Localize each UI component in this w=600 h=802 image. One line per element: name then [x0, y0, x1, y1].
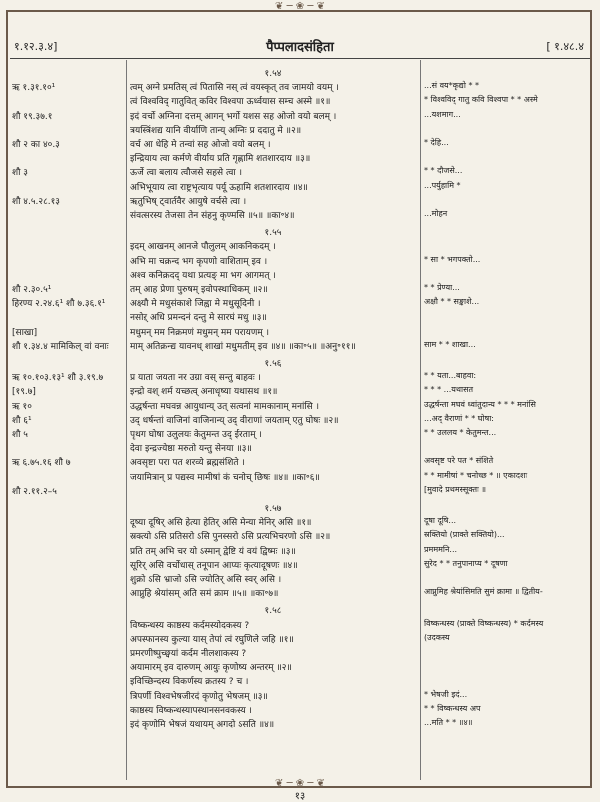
verse-line: इदम् आखनम् आनजे पौलुलम् आकनिकदम् ।	[130, 242, 276, 253]
cross-reference: शौ २.११.२–५	[12, 486, 57, 497]
cross-reference: शौ २ का ४०.३	[12, 140, 60, 150]
cross-reference: शौ ५	[12, 430, 28, 440]
verse-line: अवसृष्टा परा पत शरव्ये ब्रह्मसंशिते ।	[130, 458, 245, 469]
variant-note: प्रमममनि...	[424, 544, 458, 554]
variant-note: * भेषजी इदं...	[424, 689, 468, 699]
verse-line: नसोऱ् अधि प्रमन्दनं दन्तु मे सारघं मधु ॥३॥	[130, 313, 267, 324]
cross-reference: [१९.७]	[12, 387, 36, 398]
variant-note: ...मति * * ॥४॥	[424, 718, 473, 727]
verse-line: देवा इन्द्रज्येष्ठा मरुतो यन्तु सेनया ॥३॥	[130, 444, 252, 455]
variant-note: * * उललय * केतुमन्त...	[424, 428, 497, 437]
verse-line: इविच्छिन्दस्य विकर्णस्य क्रतस्य ? च ।	[130, 677, 249, 688]
verse-line: मधुमन् मम निक्रमणं मधुमन् मम परायणम् ।	[130, 327, 270, 338]
verse-line: त्वम् अग्ने प्रमतिस् त्वं पितासि नस् त्वं वयस्कृत् तव जामयो वयम् ।	[130, 83, 339, 94]
variant-note: दूषा दूषि...	[424, 516, 457, 526]
section-number: १.५४	[264, 69, 282, 79]
variant-note: अक्षौ * * सङ्काशे...	[424, 297, 480, 307]
variant-note: ...पर्युहामि *	[424, 180, 461, 190]
header-right-ref: [ १.४८.४	[546, 40, 584, 53]
verse-line: अभिभूयाय त्वा राष्ट्रभृत्याय पर्यू ऊहामि शतशारदाय ॥४॥	[130, 182, 308, 193]
verse-line: उद् धर्षन्तां वाजिनां वाजिनान्य् उद् वीराणां जयताम् एतु घोषः ॥२॥	[130, 415, 339, 426]
verse-line: इन्द्रियाय त्वा कर्मणे वीर्याय प्रति गृह्णामि शतशारदाय ॥३॥	[130, 154, 311, 165]
left-column-divider	[126, 60, 127, 780]
top-ornament: ❦ ─ ❀ ─ ❦	[275, 1, 325, 12]
variant-note: अवसृष्ट परे पत * संशिते	[424, 456, 494, 466]
variant-note: * * प्रेण्या...	[424, 283, 460, 292]
variant-note: * * दौजसे...	[424, 166, 463, 176]
verse-line: काष्ठस्य विष्कन्धस्यापस्थानसनवकस्य ।	[130, 705, 252, 716]
section-number: १.५६	[264, 359, 282, 369]
verse-line: आप्नुहि श्रेयांसम् अति समं क्राम ॥५॥ ॥का॰७॥	[130, 589, 279, 600]
verse-line: पृथग घोषा उलुलयः केतुमन्त उद् ईरताम् ।	[130, 430, 262, 440]
variant-note: * देहि...	[424, 138, 449, 147]
cross-reference: [साखा]	[12, 327, 38, 338]
variant-note: ...मोहन	[424, 209, 448, 218]
variant-note: [मुवादे प्रथमस्सूक्तः ॥	[424, 484, 487, 494]
verse-line: अक्ष्यौ मे मधुसंकाशे जिह्वा मे मधुसूदिनी ।	[130, 299, 261, 310]
verse-line: अपस्फानस्य कुल्या यास् तेपां त्वं रघुणिले जहि ॥१॥	[130, 634, 294, 645]
verse-line: स्रक्त्यो ऽसि प्रतिसरो ऽसि पुनस्सरो ऽसि प्रत्यभिचरणो ऽसि ॥२॥	[130, 532, 331, 543]
verse-line: इदं वर्चो अग्निना दत्तम् आगन् भर्गो यशस सह ओजो वयो बलम् ।	[130, 111, 337, 122]
section-number: १.५७	[264, 504, 282, 514]
verse-line: अभि मा चक्रन्द भग कृपणो वाशिताम् इव ।	[130, 256, 268, 267]
page-title: पैप्पलादसंहिता	[266, 40, 334, 55]
verse-line: इदं कृणोमि भेषजं यथायम् अगदो ऽसति ॥४॥	[130, 720, 275, 730]
cross-reference: ऋ ६.७५.१६ शौ ७	[12, 458, 71, 469]
variant-note: आप्नुमिह श्रेयांसिमति सुमं क्रामा ॥ द्वितीय-	[424, 587, 543, 597]
verse-line: ऊर्जे त्वा बलाय त्वौजसे सहसे त्वा ।	[130, 168, 242, 179]
verse-line: वर्च आ धेहि मे तन्वां सह ओजो वयो बलम् ।	[130, 140, 271, 150]
verse-line: अश्व कनिक्रदद् यथा प्रत्यङ् मा भग आगमत् ।	[130, 270, 276, 281]
verse-line: तम् आह प्रेणा पुरुषम् इवोपस्थाधिकम् ॥२॥	[130, 285, 268, 295]
section-number: १.५८	[264, 606, 282, 617]
verse-line: प्रति तम् अभि चर यो ऽस्मान् द्वेष्टि यं वयं द्विष्मः ॥३॥	[130, 546, 296, 557]
cross-reference: ऋ १०	[12, 401, 32, 412]
cross-reference: शौ ६¹	[12, 415, 32, 426]
cross-reference: शौ ४.५.२८.१३	[12, 196, 60, 207]
verse-line: त्वं विश्वविद् गातुवित् कविर विश्वपा ऊर्ध्वयास सम्च अस्मे ॥१॥	[130, 97, 331, 108]
header-rule	[10, 58, 590, 59]
variant-note: * * मामीषां * चनोच्छ * ॥ एकादशः	[424, 470, 528, 480]
cross-reference: शौ २.३०.५¹	[12, 285, 52, 295]
variant-note: साम * * शाखा...	[424, 339, 476, 349]
verse-line: माम् अतिक्रन्द्य यावनध् शाखां मधुमतीम् इव ॥४॥ ॥का॰५॥ ॥अनु॰११॥	[130, 341, 356, 352]
page-header	[10, 35, 590, 55]
variant-note: * विश्वविद् गातु कवि विश्वपा * * अस्मे	[424, 95, 538, 105]
variant-note: * सा * भगपक्तो...	[424, 254, 481, 264]
variant-note: ...यशमाग...	[424, 109, 461, 119]
verse-line: दूष्या दूषिर् असि हेत्या हेतिर् असि मेन्या मेनिर् असि ॥१॥	[130, 518, 312, 529]
page-number: १३	[294, 791, 306, 802]
variant-note: * * विष्कन्धस्य अप	[424, 703, 481, 713]
verse-line: त्रिपर्णी विश्वभेषजीरदं कृणोतु भेषजम् ॥३॥	[130, 691, 268, 702]
variant-note: सुरेद * * तनुपानाप्य * दूषणा	[424, 558, 508, 568]
variant-note: ...सं वय*कृद्यो * *	[424, 81, 480, 91]
section-number: १.५५	[264, 228, 282, 239]
verse-line: त्रयस्त्रिंशद्य यानि वीर्याणि तान्य् अग्निः प्र ददातु मे ॥२॥	[130, 125, 302, 136]
bottom-ornament: ❦ ─ ❀ ─ ❦	[275, 778, 325, 789]
variant-note: (उदकस्य	[424, 632, 450, 642]
verse-line: सूरिर् असि वर्चोधास् तनूपान आप्यः कृत्यादूषणः ॥४॥	[130, 560, 298, 571]
verse-line: प्रमरणीष्पुच्छ्वयां कर्दम नीलशाकस्य ?	[130, 649, 247, 659]
verse-line: जयामित्रान् प्र पद्यस्व मामीषां कं चनोच् छिषः ॥४॥ ॥का॰६॥	[130, 472, 320, 483]
cross-reference: ऋ १०.१०३.१३¹ शौ ३.१९.७	[12, 373, 104, 384]
cross-reference: हिरण्य २.२४.६¹ शौ ७.३६.१¹	[12, 299, 106, 310]
variant-note: * * यता...बाहवा:	[424, 371, 477, 381]
variant-note: ...अद् वैराणां * * घोषा:	[424, 413, 494, 423]
cross-reference: शौ १.३४.४ मामिकिल् वां वनाः	[12, 341, 109, 352]
header-left-ref: १.१२.३.४]	[14, 40, 58, 53]
cross-reference: शौ ३	[12, 168, 28, 179]
variant-note: स्रक्तियो (प्राक्ते सक्तियो)...	[424, 530, 505, 540]
variant-note: * * * ...यथासत	[424, 385, 474, 395]
variant-note: उद्धर्षन्ता मघवं ध्वांतुदान्य * * * मनांसि	[424, 399, 536, 409]
verse-line: प्र याता जयता नर उग्रा वस् सन्तु बाहवः ।	[130, 373, 261, 384]
verse-line: इन्द्रो वश् शर्म यच्छत्व् अनाधृष्या यथासथ ॥१॥	[130, 387, 278, 398]
verse-line: संवत्सरस्य तेजसा तेन संहनु कृण्मसि ॥५॥ ॥का॰४॥	[130, 211, 295, 221]
verse-line: ऋतुभिष् ट्वार्तवैर आयुषे वर्चसे त्वा ।	[130, 196, 247, 207]
verse-line: उद्धर्षन्ता मघवन्न आयुधान्य् उत् सत्वनां मामकानाम् मनांसि ।	[130, 401, 320, 412]
verse-line: अयामारम् इव दारुणम् आयुः कृणोष्य अन्तरम् ॥२॥	[130, 663, 292, 674]
cross-reference: ऋ १.३१.१०¹	[12, 83, 56, 94]
variant-note: विष्कन्धस्य (प्राक्ते विष्कन्धस्य) * कर्दमस्य	[424, 618, 544, 628]
right-column-divider	[420, 60, 421, 780]
cross-reference: शौ १९.३७.१	[12, 111, 53, 122]
verse-line: शुक्रो ऽसि भ्राजो ऽसि ज्योतिर् असि स्वर् असि ।	[130, 575, 282, 585]
verse-line: विष्कन्धस्य काष्ठस्य कर्दमस्योदकस्य ?	[130, 620, 250, 631]
